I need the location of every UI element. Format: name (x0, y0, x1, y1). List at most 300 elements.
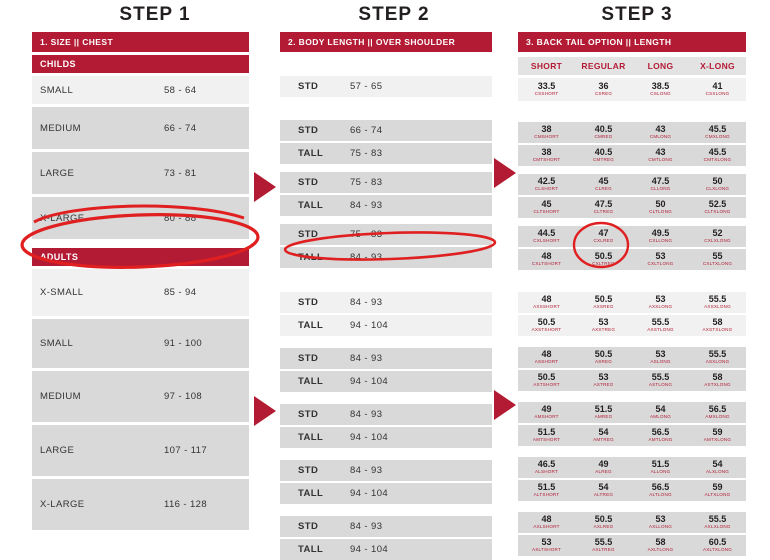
fit-label: TALL (298, 320, 324, 331)
size-cell[interactable] (575, 515, 632, 529)
size-cell[interactable] (689, 350, 746, 364)
size-cell[interactable] (689, 125, 746, 139)
table-row[interactable] (280, 404, 492, 425)
size-number: 55.5 (708, 349, 727, 360)
size-code: CMTREG (592, 156, 615, 162)
size-code: ASTLONG (648, 381, 673, 387)
size-cell[interactable] (575, 460, 632, 474)
col1-header: 1. SIZE || CHEST (32, 32, 249, 52)
size-code: CXLTREG (592, 260, 615, 266)
length-value: 84 - 93 (350, 409, 383, 420)
size-cell[interactable] (518, 252, 575, 266)
size-number: 45.5 (708, 147, 727, 158)
size-cell[interactable] (632, 405, 689, 419)
size-cell[interactable] (518, 350, 575, 364)
length-value: 94 - 104 (350, 544, 389, 555)
size-number: 50.5 (594, 294, 613, 305)
size-number: 52.5 (708, 199, 727, 210)
size-number: 55.5 (651, 372, 670, 383)
size-number: 36 (598, 81, 609, 92)
length-value: 75 - 83 (350, 148, 383, 159)
size-cell[interactable] (632, 295, 689, 309)
size-number: 50 (655, 199, 666, 210)
table-row[interactable] (32, 152, 249, 194)
table-row[interactable] (280, 539, 492, 560)
col1-group-adults-title: ADULTS (32, 248, 249, 266)
size-number: 56.5 (708, 404, 727, 415)
table-row[interactable] (280, 224, 492, 245)
length-value: 84 - 93 (350, 252, 383, 263)
table-row[interactable] (518, 457, 746, 478)
col1-group-childs-title: CHILDS (32, 55, 249, 73)
table-row[interactable] (32, 107, 249, 149)
size-cell[interactable] (575, 373, 632, 387)
table-row[interactable] (280, 247, 492, 268)
size-number: 46.5 (537, 459, 556, 470)
size-cell[interactable] (689, 428, 746, 442)
size-number: 58 (712, 317, 723, 328)
table-row[interactable] (280, 315, 492, 336)
size-number: 58 (712, 372, 723, 383)
size-code: CXLTLONG (647, 260, 674, 266)
size-code: CXLTSHORT (531, 260, 562, 266)
col3-column-headers (518, 57, 746, 75)
col-short-header: SHORT (530, 61, 563, 71)
size-code: ASTREG (593, 381, 614, 387)
size-number: 48 (541, 349, 552, 360)
size-number: 47.5 (594, 199, 613, 210)
size-cell[interactable] (632, 483, 689, 497)
size-cell[interactable] (632, 515, 689, 529)
size-cell[interactable] (575, 229, 632, 243)
size-code: CMLONG (649, 133, 672, 139)
table-row[interactable] (518, 249, 746, 270)
size-code: AXSREG (593, 303, 614, 309)
fit-label: STD (298, 125, 319, 136)
size-cell[interactable] (575, 200, 632, 214)
length-value: 84 - 93 (350, 353, 383, 364)
chest-value: 58 - 64 (164, 84, 197, 96)
fit-label: TALL (298, 200, 324, 211)
size-number: 59 (712, 482, 723, 493)
chest-value: 107 - 117 (164, 445, 208, 456)
length-value: 84 - 93 (350, 297, 383, 308)
size-cell[interactable] (518, 295, 575, 309)
size-cell[interactable] (518, 538, 575, 552)
size-number: 49.5 (651, 228, 670, 239)
size-cell[interactable] (689, 295, 746, 309)
size-number: 38 (541, 147, 552, 158)
size-code: ALTSHORT (533, 491, 560, 497)
table-row[interactable] (32, 371, 249, 422)
size-cell[interactable] (632, 428, 689, 442)
size-number: 45 (598, 176, 609, 187)
size-cell[interactable] (689, 318, 746, 332)
fit-label: TALL (298, 252, 324, 263)
table-row[interactable] (32, 319, 249, 368)
table-row[interactable] (518, 512, 746, 533)
size-cell[interactable] (575, 483, 632, 497)
size-code: AMTREG (593, 436, 614, 442)
size-code: AMREG (594, 413, 613, 419)
size-label: MEDIUM (40, 122, 81, 134)
size-cell[interactable] (575, 252, 632, 266)
size-number: 51.5 (537, 427, 556, 438)
size-cell[interactable] (632, 318, 689, 332)
table-row[interactable] (280, 195, 492, 216)
size-cell[interactable] (518, 82, 575, 96)
size-cell[interactable] (632, 148, 689, 162)
size-cell[interactable] (518, 125, 575, 139)
size-cell[interactable] (518, 148, 575, 162)
size-number: 49 (541, 404, 552, 415)
arrow-step1-to-step2-top (254, 172, 276, 202)
size-code: AMSHORT (534, 413, 559, 419)
size-number: 60.5 (708, 537, 727, 548)
size-code: AXLLONG (648, 523, 673, 529)
size-cell[interactable] (689, 82, 746, 96)
size-code: CMREG (594, 133, 613, 139)
size-cell[interactable] (575, 177, 632, 191)
chest-value: 66 - 74 (164, 122, 197, 134)
size-cell[interactable] (689, 229, 746, 243)
size-number: 50.5 (594, 251, 613, 262)
size-cell[interactable] (632, 373, 689, 387)
size-number: 40.5 (594, 124, 613, 135)
table-row[interactable] (280, 120, 492, 141)
size-code: CXLLONG (648, 237, 673, 243)
size-code: CLTREG (593, 208, 614, 214)
size-number: 47 (598, 228, 609, 239)
size-code: CLXLONG (705, 185, 730, 191)
size-number: 48 (541, 294, 552, 305)
table-row[interactable] (518, 122, 746, 143)
arrow-step1-to-step2-bottom (254, 396, 276, 426)
size-label: SMALL (40, 84, 74, 96)
table-row[interactable] (280, 427, 492, 448)
size-code: ASTSHORT (533, 381, 560, 387)
size-label: X-LARGE (40, 499, 85, 510)
size-number: 53 (655, 294, 666, 305)
table-row[interactable] (280, 483, 492, 504)
size-number: 47.5 (651, 176, 670, 187)
chest-value: 85 - 94 (164, 287, 197, 298)
size-cell[interactable] (632, 200, 689, 214)
size-number: 38 (541, 124, 552, 135)
size-code: AXSTREG (591, 326, 616, 332)
size-code: AXLSHORT (533, 523, 560, 529)
size-cell[interactable] (518, 460, 575, 474)
size-number: 40.5 (594, 147, 613, 158)
size-number: 56.5 (651, 482, 670, 493)
size-number: 58 (655, 537, 666, 548)
size-cell[interactable] (575, 318, 632, 332)
size-number: 43 (655, 147, 666, 158)
table-row[interactable] (518, 226, 746, 247)
col-long-header: LONG (647, 61, 674, 71)
size-number: 55.5 (594, 537, 613, 548)
length-value: 66 - 74 (350, 125, 383, 136)
size-number: 51.5 (651, 459, 670, 470)
size-code: ALTREG (593, 491, 614, 497)
size-cell[interactable] (575, 148, 632, 162)
size-code: CSREG (594, 90, 613, 96)
size-code: AMTLONG (648, 436, 673, 442)
size-code: CMSHORT (534, 133, 559, 139)
size-cell[interactable] (518, 200, 575, 214)
table-row[interactable] (518, 315, 746, 336)
size-cell[interactable] (632, 350, 689, 364)
size-cell[interactable] (518, 318, 575, 332)
table-row[interactable] (518, 425, 746, 446)
fit-label: TALL (298, 544, 324, 555)
table-row[interactable] (280, 348, 492, 369)
table-row[interactable] (280, 460, 492, 481)
chest-value: 80 - 88 (164, 212, 197, 224)
table-row[interactable] (518, 292, 746, 313)
size-number: 56.5 (651, 427, 670, 438)
size-code: AXLTLONG (647, 546, 674, 552)
col3-header: 3. BACK TAIL OPTION || LENGTH (518, 32, 746, 52)
fit-label: TALL (298, 376, 324, 387)
size-cell[interactable] (575, 405, 632, 419)
size-cell[interactable] (689, 148, 746, 162)
table-row[interactable] (280, 516, 492, 537)
size-code: AXSSHORT (533, 303, 560, 309)
size-code: CLLONG (650, 185, 671, 191)
size-code: AXLXLONG (704, 523, 731, 529)
size-label: X-LARGE (40, 212, 85, 224)
size-code: AXSTXLONG (702, 326, 733, 332)
chest-value: 91 - 100 (164, 338, 203, 349)
table-row[interactable] (518, 145, 746, 166)
size-cell[interactable] (632, 229, 689, 243)
size-label: SMALL (40, 338, 74, 349)
size-code: CSSHORT (534, 90, 559, 96)
size-number: 38.5 (651, 81, 670, 92)
size-cell[interactable] (689, 200, 746, 214)
size-number: 55.5 (708, 514, 727, 525)
length-value: 57 - 65 (350, 81, 383, 92)
size-code: CLTSHORT (533, 208, 560, 214)
size-code: CLTXLONG (704, 208, 731, 214)
length-value: 84 - 93 (350, 521, 383, 532)
step-2-body-length-table (280, 32, 492, 560)
size-code: CLREG (595, 185, 612, 191)
size-number: 59 (712, 427, 723, 438)
size-code: CMTSHORT (532, 156, 561, 162)
size-number: 50.5 (594, 349, 613, 360)
size-number: 54 (598, 427, 609, 438)
table-row[interactable] (280, 292, 492, 313)
size-number: 53 (655, 349, 666, 360)
size-code: CXLSHORT (533, 237, 560, 243)
table-row[interactable] (518, 402, 746, 423)
size-cell[interactable] (632, 177, 689, 191)
table-row[interactable] (32, 269, 249, 316)
size-number: 49 (598, 459, 609, 470)
size-number: 53 (655, 251, 666, 262)
table-row[interactable] (32, 76, 249, 104)
size-cell[interactable] (518, 428, 575, 442)
table-row[interactable] (518, 197, 746, 218)
size-code: ALXLONG (705, 468, 730, 474)
size-cell[interactable] (689, 373, 746, 387)
table-row[interactable] (32, 425, 249, 476)
size-code: CXLTXLONG (702, 260, 733, 266)
table-row[interactable] (518, 370, 746, 391)
size-label: MEDIUM (40, 391, 81, 402)
size-code: AXLTREG (592, 546, 615, 552)
size-number: 51.5 (537, 482, 556, 493)
size-number: 55.5 (708, 294, 727, 305)
fit-label: STD (298, 297, 319, 308)
size-code: AXLTSHORT (532, 546, 561, 552)
size-number: 54 (712, 459, 723, 470)
fit-label: TALL (298, 488, 324, 499)
length-value: 75 - 83 (350, 229, 383, 240)
length-value: 94 - 104 (350, 376, 389, 387)
size-code: AMLONG (649, 413, 672, 419)
table-row[interactable] (280, 371, 492, 392)
length-value: 84 - 93 (350, 465, 383, 476)
size-code: CLSHORT (534, 185, 559, 191)
table-row[interactable] (32, 197, 249, 239)
fit-label: TALL (298, 148, 324, 159)
table-row[interactable] (518, 347, 746, 368)
size-code: AXSTLONG (647, 326, 674, 332)
size-number: 45.5 (708, 124, 727, 135)
size-number: 55.5 (651, 317, 670, 328)
size-cell[interactable] (575, 350, 632, 364)
table-row[interactable] (518, 78, 746, 101)
size-code: AXSLONG (648, 303, 673, 309)
size-label: LARGE (40, 167, 75, 179)
size-number: 50.5 (594, 514, 613, 525)
size-code: AMXLONG (705, 413, 730, 419)
size-number: 53 (655, 514, 666, 525)
size-cell[interactable] (689, 460, 746, 474)
size-cell[interactable] (689, 405, 746, 419)
size-cell[interactable] (632, 460, 689, 474)
fit-label: STD (298, 177, 319, 188)
size-code: ASTXLONG (704, 381, 731, 387)
size-code: CXLREG (593, 237, 614, 243)
size-code: CMTLONG (648, 156, 673, 162)
size-number: 44.5 (537, 228, 556, 239)
size-cell[interactable] (575, 538, 632, 552)
size-cell[interactable] (689, 483, 746, 497)
arrow-step2-to-step3-bottom (494, 390, 516, 420)
size-number: 53 (598, 317, 609, 328)
size-code: CMXLONG (705, 133, 730, 139)
size-cell[interactable] (575, 295, 632, 309)
size-cell[interactable] (518, 229, 575, 243)
col-regular-header: REGULAR (581, 61, 626, 71)
size-label: LARGE (40, 445, 75, 456)
size-cell[interactable] (518, 177, 575, 191)
fit-label: STD (298, 353, 319, 364)
table-row[interactable] (280, 76, 492, 97)
size-cell[interactable] (518, 483, 575, 497)
size-code: AXSTSHORT (531, 326, 562, 332)
size-cell[interactable] (632, 538, 689, 552)
fit-label: TALL (298, 432, 324, 443)
length-value: 84 - 93 (350, 200, 383, 211)
fit-label: STD (298, 465, 319, 476)
size-code: ALSHORT (534, 468, 558, 474)
size-cell[interactable] (689, 515, 746, 529)
size-code: ALREG (595, 468, 612, 474)
size-number: 53 (541, 537, 552, 548)
step-3-title: STEP 3 (601, 4, 673, 25)
chest-value: 97 - 108 (164, 391, 203, 402)
size-cell[interactable] (689, 252, 746, 266)
length-value: 94 - 104 (350, 432, 389, 443)
step-2-title: STEP 2 (358, 4, 430, 25)
size-cell[interactable] (575, 125, 632, 139)
size-cell[interactable] (689, 177, 746, 191)
length-value: 94 - 104 (350, 320, 389, 331)
size-cell[interactable] (575, 428, 632, 442)
size-number: 43 (655, 124, 666, 135)
size-number: 54 (655, 404, 666, 415)
size-cell[interactable] (518, 515, 575, 529)
size-code: CSXLONG (705, 90, 730, 96)
size-code: AMTSHORT (532, 436, 561, 442)
size-number: 52 (712, 228, 723, 239)
size-code: ASREG (594, 358, 613, 364)
step-1-size-table (32, 32, 249, 530)
table-row[interactable] (518, 535, 746, 556)
size-number: 55 (712, 251, 723, 262)
step-1-title: STEP 1 (119, 4, 191, 25)
size-cell[interactable] (518, 405, 575, 419)
table-row[interactable] (518, 174, 746, 195)
size-number: 48 (541, 514, 552, 525)
size-cell[interactable] (632, 82, 689, 96)
table-row[interactable] (518, 480, 746, 501)
size-cell[interactable] (518, 373, 575, 387)
length-value: 75 - 83 (350, 177, 383, 188)
size-number: 41 (712, 81, 723, 92)
size-number: 33.5 (537, 81, 556, 92)
table-row[interactable] (32, 479, 249, 530)
size-cell[interactable] (575, 82, 632, 96)
size-code: CSLONG (650, 90, 671, 96)
size-number: 50 (712, 176, 723, 187)
size-code: AXLTXLONG (702, 546, 733, 552)
size-code: ASSHORT (534, 358, 559, 364)
size-code: CMTXLONG (703, 156, 732, 162)
size-cell[interactable] (632, 125, 689, 139)
size-cell[interactable] (689, 538, 746, 552)
size-cell[interactable] (632, 252, 689, 266)
step-titles-row (0, 0, 770, 30)
size-code: ALTLONG (649, 491, 672, 497)
fit-label: STD (298, 409, 319, 420)
table-row[interactable] (280, 143, 492, 164)
size-number: 53 (598, 372, 609, 383)
table-row[interactable] (280, 172, 492, 193)
size-code: AXLREG (593, 523, 614, 529)
fit-label: STD (298, 81, 319, 92)
size-code: CLTLONG (649, 208, 672, 214)
size-number: 45 (541, 199, 552, 210)
size-number: 51.5 (594, 404, 613, 415)
size-number: 54 (598, 482, 609, 493)
size-code: ALTXLONG (704, 491, 731, 497)
